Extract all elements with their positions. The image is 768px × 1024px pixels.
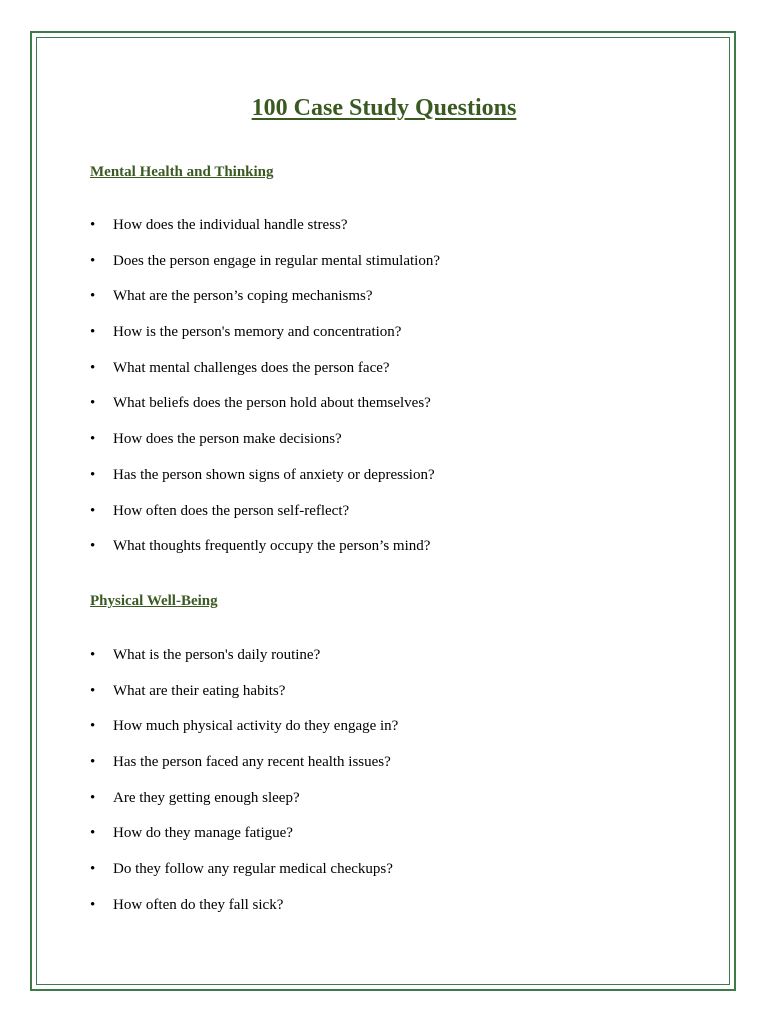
question-text: How does the individual handle stress?	[113, 217, 348, 233]
list-item	[90, 287, 690, 323]
list-item	[90, 216, 690, 252]
question-text: What beliefs does the person hold about themselves?	[113, 395, 431, 412]
question-text: What is the person's daily routine?	[113, 647, 321, 663]
question-text: How does the person make decisions?	[113, 431, 342, 448]
bullet-icon: •	[90, 718, 96, 735]
list-item	[90, 252, 690, 288]
page-title: 100 Case Study Questions	[251, 95, 517, 121]
list-item	[90, 824, 690, 860]
question-text: How is the person's memory and concentration?	[113, 324, 402, 341]
bullet-icon: •	[90, 359, 96, 376]
bullet-icon: •	[90, 217, 96, 233]
question-list-physical-well-being	[90, 646, 690, 932]
bullet-icon: •	[90, 825, 96, 842]
list-item	[90, 359, 690, 395]
list-item	[90, 896, 690, 932]
question-text: What are the person’s coping mechanisms?	[113, 288, 373, 305]
list-item	[90, 323, 690, 359]
question-list-mental-health	[90, 216, 690, 573]
bullet-icon: •	[90, 896, 96, 913]
question-text: What mental challenges does the person face?	[113, 359, 390, 376]
list-item	[90, 394, 690, 430]
bullet-icon: •	[90, 502, 96, 519]
bullet-icon: •	[90, 466, 96, 483]
question-text: What thoughts frequently occupy the person’s mind?	[113, 538, 431, 555]
bullet-icon: •	[90, 682, 96, 699]
bullet-icon: •	[90, 324, 96, 341]
list-item	[90, 466, 690, 502]
list-item	[90, 430, 690, 466]
section-heading-physical-well-being: Physical Well-Being	[90, 593, 218, 609]
list-item	[90, 646, 690, 682]
section-heading-mental-health: Mental Health and Thinking	[90, 164, 274, 180]
question-text: How often do they fall sick?	[113, 896, 284, 913]
question-text: What are their eating habits?	[113, 682, 286, 699]
list-item	[90, 537, 690, 573]
bullet-icon: •	[90, 647, 96, 663]
question-text: How often does the person self-reflect?	[113, 502, 350, 519]
list-item	[90, 753, 690, 789]
question-text: How much physical activity do they engage in?	[113, 718, 399, 735]
bullet-icon: •	[90, 538, 96, 555]
question-text: Has the person faced any recent health issues?	[113, 754, 391, 771]
list-item	[90, 789, 690, 825]
question-text: Has the person shown signs of anxiety or depression?	[113, 466, 435, 483]
list-item	[90, 502, 690, 538]
bullet-icon: •	[90, 395, 96, 412]
list-item	[90, 717, 690, 753]
question-text: How do they manage fatigue?	[113, 825, 293, 842]
list-item	[90, 682, 690, 718]
question-text: Do they follow any regular medical checkups?	[113, 861, 393, 878]
question-text: Does the person engage in regular mental stimulation?	[113, 252, 440, 269]
bullet-icon: •	[90, 431, 96, 448]
bullet-icon: •	[90, 754, 96, 771]
list-item	[90, 860, 690, 896]
question-text: Are they getting enough sleep?	[113, 789, 300, 806]
bullet-icon: •	[90, 288, 96, 305]
bullet-icon: •	[90, 861, 96, 878]
bullet-icon: •	[90, 789, 96, 806]
bullet-icon: •	[90, 252, 96, 269]
